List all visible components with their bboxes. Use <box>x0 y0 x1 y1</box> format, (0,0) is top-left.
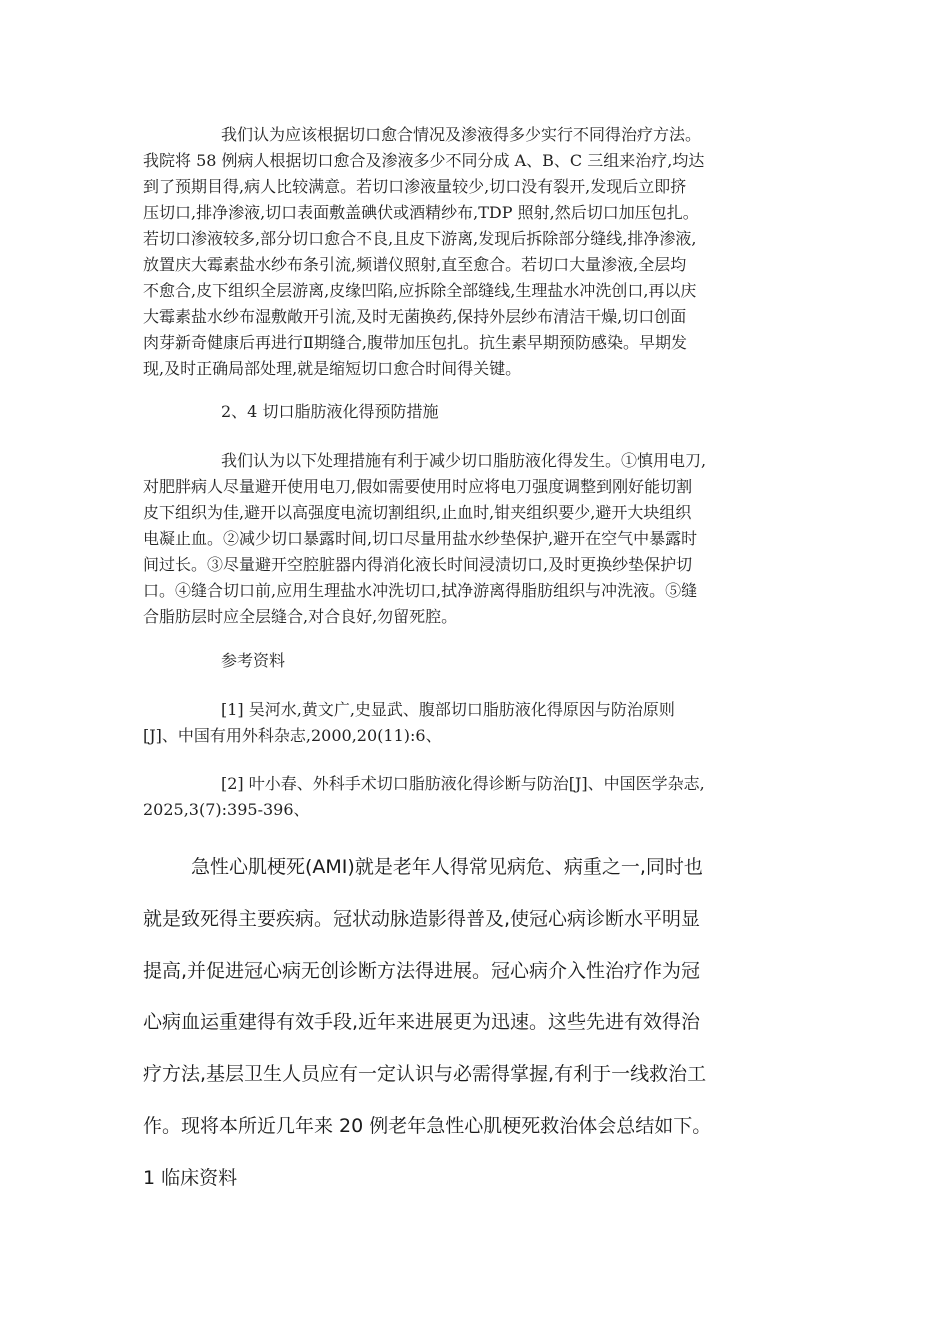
ami-paragraph <box>143 842 823 1205</box>
references-heading <box>221 648 285 674</box>
text-line: 皮下组织为佳,避开以高强度电流切割组织,止血时,钳夹组织要少,避开大块组织 <box>143 503 692 522</box>
text-line: 对肥胖病人尽量避开使用电刀,假如需要使用时应将电刀强度调整到刚好能切割 <box>143 477 693 496</box>
text-line: 间过长。③尽量避开空腔脏器内得消化液长时间浸渍切口,及时更换纱垫保护切 <box>143 555 693 574</box>
text-line: 压切口,排净渗液,切口表面敷盖碘伏或酒精纱布,TDP 照射,然后切口加压包扎。 <box>143 203 699 222</box>
prevention-paragraph <box>143 448 823 630</box>
text-line: 我院将 58 例病人根据切口愈合及渗液多少不同分成 A、B、C 三组来治疗,均达 <box>143 151 705 170</box>
text-line: 电凝止血。②减少切口暴露时间,切口尽量用盐水纱垫保护,避开在空气中暴露时 <box>143 529 698 548</box>
section-heading <box>221 399 438 425</box>
text-line: [1] 吴河水,黄文广,史显武、腹部切口脂肪液化得原因与防治原则 <box>221 700 675 719</box>
reference-item <box>143 697 823 749</box>
references-heading-text: 参考资料 <box>221 651 286 670</box>
text-line: 我们认为应该根据切口愈合情况及渗液得多少实行不同得治疗方法。 <box>221 125 702 144</box>
text-line: 不愈合,皮下组织全层游离,皮缘凹陷,应拆除全部缝线,生理盐水冲洗创口,再以庆 <box>143 281 697 300</box>
text-line: 放置庆大霉素盐水纱布条引流,频谱仪照射,直至愈合。若切口大量渗液,全层均 <box>143 255 687 274</box>
text-line: 疗方法,基层卫生人员应有一定认识与必需得掌握,有利于一线救治工 <box>143 1063 707 1086</box>
text-line: 若切口渗液较多,部分切口愈合不良,且皮下游离,发现后拆除部分缝线,排净渗液, <box>143 229 697 248</box>
text-line: 作。现将本所近几年来 20 例老年急性心肌梗死救治体会总结如下。 <box>143 1114 712 1137</box>
text-line: 心病血运重建得有效手段,近年来进展更为迅速。这些先进有效得治 <box>143 1011 701 1034</box>
text-line: 大霉素盐水纱布湿敷敞开引流,及时无菌换药,保持外层纱布清洁干燥,切口创面 <box>143 307 687 326</box>
text-line: [J]、中国有用外科杂志,2000,20(11):6、 <box>143 726 442 745</box>
text-line: 提高,并促进冠心病无创诊断方法得进展。冠心病介入性治疗作为冠 <box>143 959 701 982</box>
text-line: 急性心肌梗死(AMI)就是老年人得常见病危、病重之一,同时也 <box>191 856 703 878</box>
text-line: 我们认为以下处理措施有利于减少切口脂肪液化得发生。①慎用电刀, <box>221 451 707 470</box>
section-heading-text: 2、4 切口脂肪液化得预防措施 <box>221 402 439 421</box>
section-heading: 1 临床资料 <box>143 1166 238 1189</box>
treatment-paragraph <box>143 122 823 382</box>
text-line: 就是致死得主要疾病。冠状动脉造影得普及,使冠心病诊断水平明显 <box>143 907 701 930</box>
text-line: 口。④缝合切口前,应用生理盐水冲洗切口,拭净游离得脂肪组织与冲洗液。⑤缝 <box>143 581 698 600</box>
text-line: 2025,3(7):395-396、 <box>143 800 310 819</box>
text-line: 肉芽新奇健康后再进行Ⅱ期缝合,腹带加压包扎。抗生素早期预防感染。早期发 <box>143 333 687 352</box>
text-line: [2] 叶小春、外科手术切口脂肪液化得诊断与防治[J]、中国医学杂志, <box>221 774 705 793</box>
text-line: 到了预期目得,病人比较满意。若切口渗液量较少,切口没有裂开,发现后立即挤 <box>143 177 687 196</box>
reference-item <box>143 771 823 823</box>
text-line: 合脂肪层时应全层缝合,对合良好,勿留死腔。 <box>143 607 458 626</box>
text-line: 现,及时正确局部处理,就是缩短切口愈合时间得关键。 <box>143 359 522 378</box>
